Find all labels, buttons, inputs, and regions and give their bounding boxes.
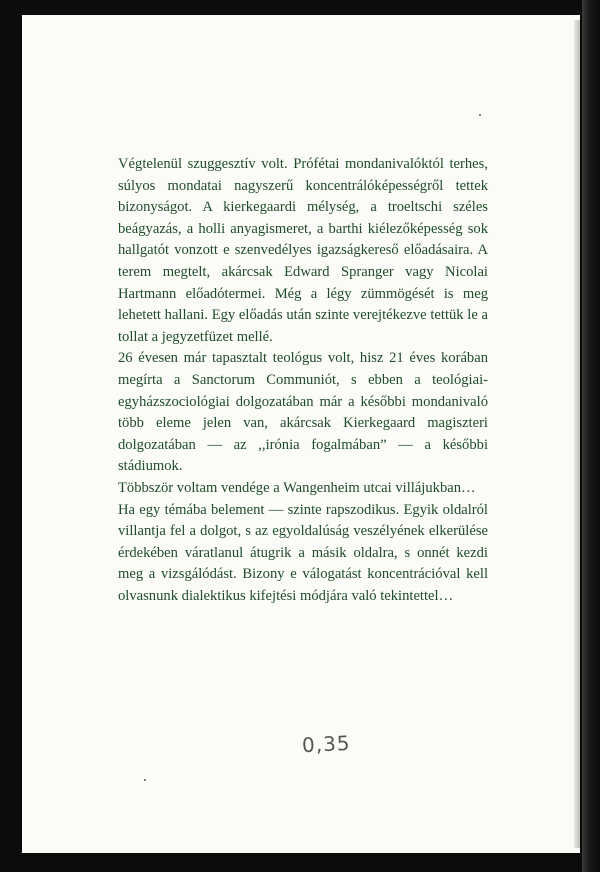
paper-speck	[479, 114, 481, 116]
cover-page-edge	[574, 20, 580, 848]
handwritten-price-note: 0,35	[301, 730, 352, 758]
scanner-edge	[582, 0, 600, 872]
blurb-text	[118, 154, 488, 607]
paragraph-1: Végtelenül szuggesztív volt. Prófétai mondanivalóktól terhes, súlyos mondatai nagyszerű koncentrálóképességről tettek bizonyságot. A kierkegaardi mélység, a troeltschi széles beágyazás, a holli anyagismeret, a barthi kiélezőképesség sok hallgatót vonzott e szenvedélyes igazságkereső előadásaira. A terem megtelt, akárcsak Edward Spranger vagy Nicolai Hartmann előadótermei. Még a légy zümmögését is meg lehetett hallani. Egy előadás után szinte verejtékezve tettük le a tollat a jegyzetfüzet mellé.	[118, 156, 488, 345]
paragraph-3: Többször voltam vendége a Wangenheim utcai villájukban…	[118, 479, 476, 496]
paragraph-4: Ha egy témába belement — szinte rapszodikus. Egyik oldalról villantja fel a dolgot, s az egyoldalúság veszélyének elkerülése érdekében váratlanul átugrik a másik oldalra, s onnét kezdi meg a vizsgálódást. Bizony e válogatást koncentrációval kell olvasnunk dialektikus kifejtési módjára való tekintettel…	[118, 501, 488, 604]
paper-speck	[144, 779, 146, 781]
paragraph-2: 26 évesen már tapasztalt teológus volt, hisz 21 éves korában megírta a Sanctorum Communiót, s ebben a teológiai-egyházszociológiai dolgozatában már a későbbi mondanivaló több eleme jelen van, akárcsak Kierkegaard magiszteri dolgozatában — az ,,irónia fogalmában” — a későbbi stádiumok.	[118, 350, 488, 475]
